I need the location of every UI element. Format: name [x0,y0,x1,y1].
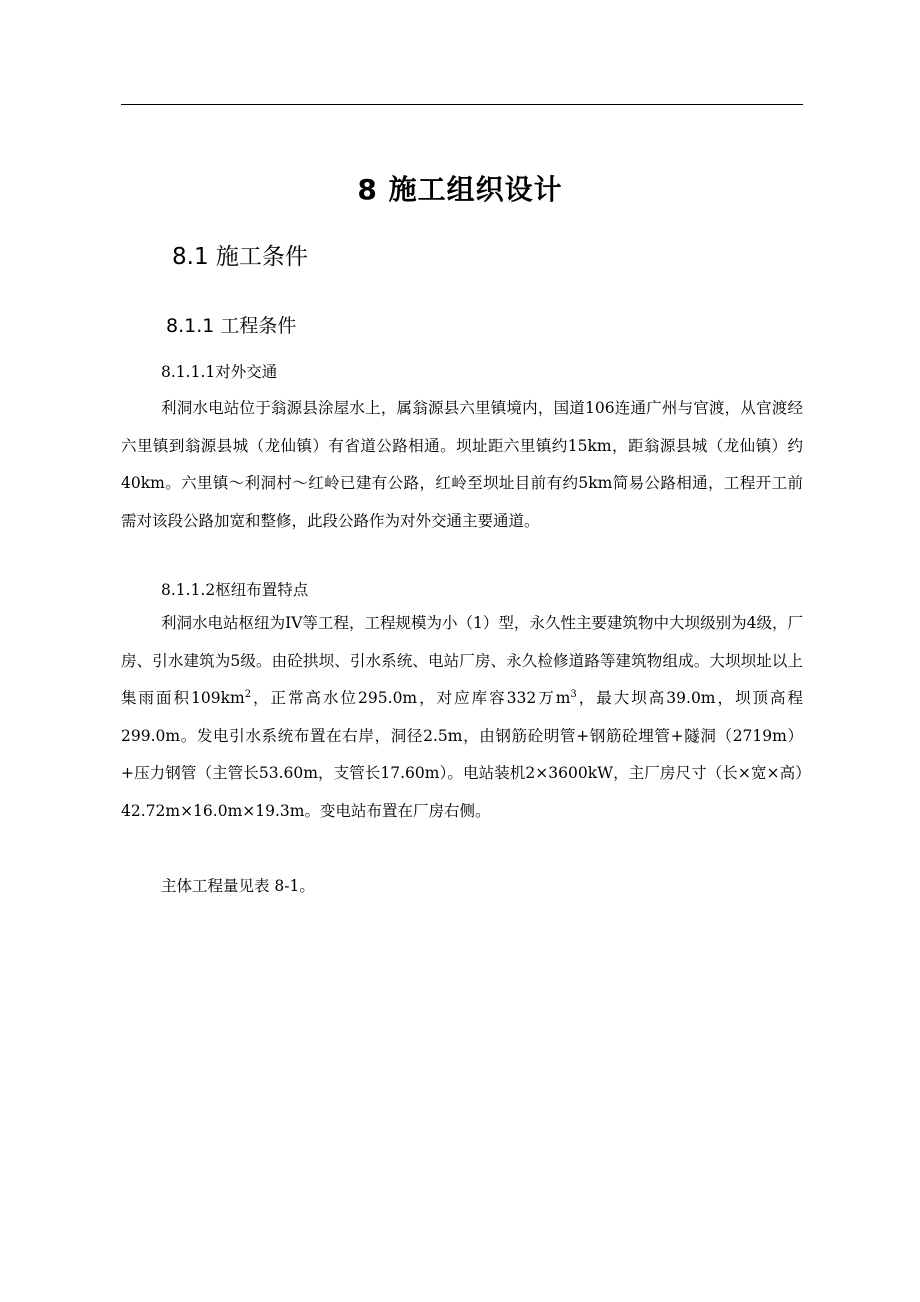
header-rule [121,104,803,105]
heading-hub-layout: 8.1.1.2枢纽布置特点 [161,581,309,599]
paragraph-quantity-note: 主体工程量见表 8-1。 [161,877,315,895]
volume-unit-superscript: 3 [570,688,577,700]
hub-text-part3: ，最大坝高39.0m，坝顶高程299.0m。发电引水系统布置在右岸，洞径2.5m，由钢筋砼明管+钢筋砼埋管+隧洞（2719m）+压力钢管（主管长53.60m，支管长17.60m）。电站装机2×3600kW，主厂房尺寸（长×宽×高）42.72m×16.0m×19.3m。变电站布置在厂房右侧。 [121,689,804,820]
subsection-title: 8.1.1 工程条件 [166,315,297,337]
section-title: 8.1 施工条件 [172,244,308,270]
hub-text-part1: 利洞水电站枢纽为IV等工程，工程规模为小（1）型，永久性主要建筑物中大坝级别为4级，厂房、引水建筑为5级。由砼拱坝、引水系统、电站厂房、永久检修道路等建筑物组成。大坝坝址以上集雨面积109km [121,614,803,707]
paragraph-external-traffic: 利洞水电站位于翁源县涂屋水上，属翁源县六里镇境内，国道106连通广州与官渡，从官渡经六里镇到翁源县城（龙仙镇）有省道公路相通。坝址距六里镇约15km，距翁源县城（龙仙镇）约40km。六里镇～利洞村～红岭已建有公路，红岭至坝址目前有约5km简易公路相通，工程开工前需对该段公路加宽和整修，此段公路作为对外交通主要通道。 [121,399,803,530]
chapter-title: 8 施工组织设计 [357,173,563,206]
area-unit-superscript: 2 [244,688,252,700]
heading-external-traffic: 8.1.1.1对外交通 [161,363,278,381]
paragraph-hub-layout [121,605,803,830]
hub-text-part2: ，正常高水位295.0m，对应库容332万m [251,689,571,707]
